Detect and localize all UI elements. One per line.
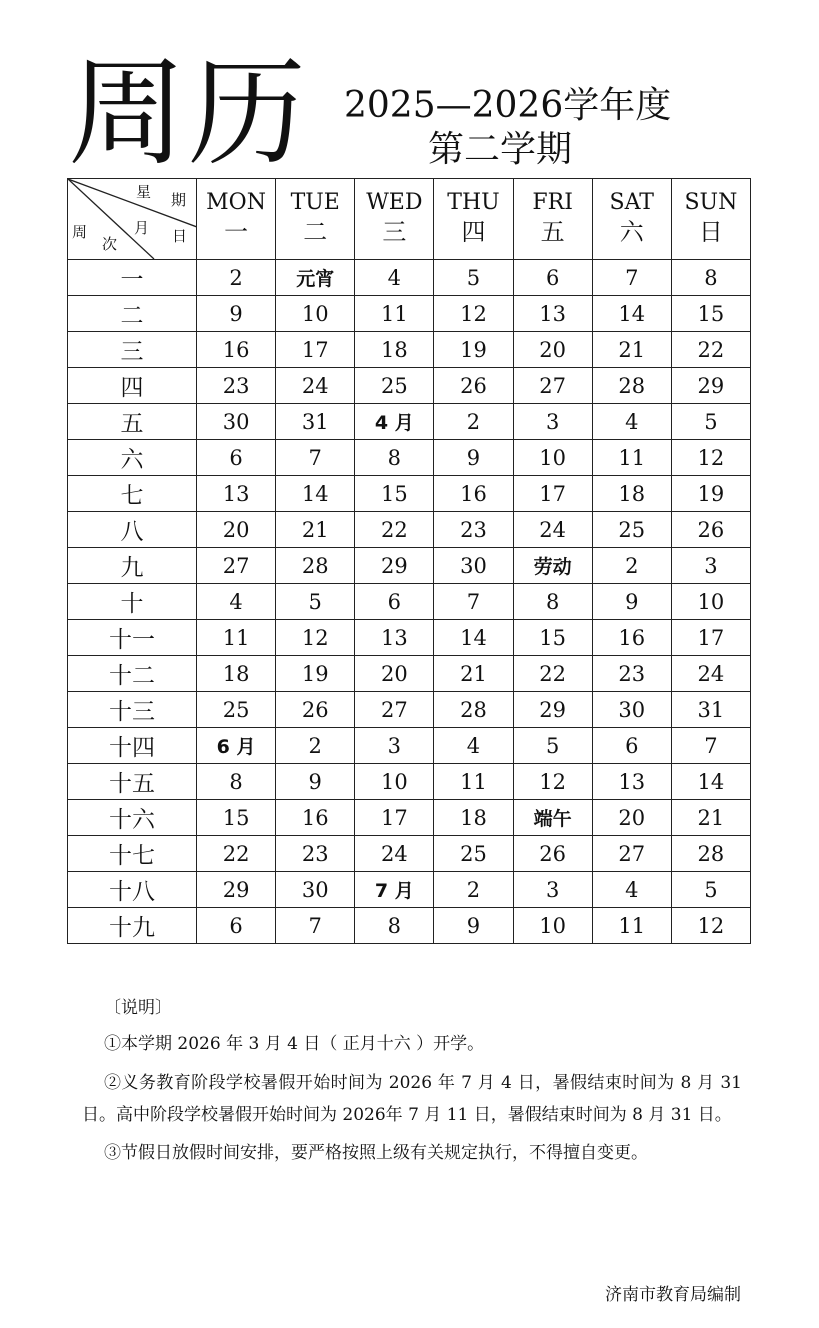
date-cell: 16 — [434, 476, 513, 512]
date-cell: 12 — [276, 620, 355, 656]
week-row — [68, 260, 751, 296]
week-number-cell: 十二 — [68, 656, 197, 692]
day-zh-label: 四 — [461, 217, 486, 246]
date-cell: 14 — [434, 620, 513, 656]
date-cell: 3 — [513, 404, 592, 440]
date-cell: 22 — [671, 332, 750, 368]
day-header-tue — [276, 179, 355, 260]
date-cell: 2 — [434, 872, 513, 908]
date-cell: 25 — [355, 368, 434, 404]
date-cell: 14 — [671, 764, 750, 800]
date-cell: 27 — [513, 368, 592, 404]
date-cell: 10 — [671, 584, 750, 620]
date-cell: 19 — [671, 476, 750, 512]
date-cell: 5 — [434, 260, 513, 296]
week-row — [68, 872, 751, 908]
date-cell: 5 — [671, 872, 750, 908]
week-row — [68, 404, 751, 440]
week-row — [68, 692, 751, 728]
date-cell: 12 — [513, 764, 592, 800]
week-row — [68, 728, 751, 764]
week-row — [68, 512, 751, 548]
date-cell: 4 — [592, 404, 671, 440]
date-cell: 29 — [355, 548, 434, 584]
date-cell: 24 — [355, 836, 434, 872]
date-cell: 7 — [276, 440, 355, 476]
date-cell: 19 — [434, 332, 513, 368]
day-zh-label: 一 — [224, 217, 249, 246]
day-en-label: THU — [447, 190, 500, 216]
date-cell: 劳动 — [513, 548, 592, 584]
term-title: 第二学期 — [428, 129, 573, 170]
date-cell: 8 — [355, 908, 434, 944]
week-number-cell: 六 — [68, 440, 197, 476]
week-row — [68, 440, 751, 476]
date-cell: 17 — [671, 620, 750, 656]
date-cell: 30 — [434, 548, 513, 584]
note-item-2: ②义务教育阶段学校暑假开始时间为 2026 年 7 月 4 日，暑假结束时间为 8 月 31 日。高中阶段学校暑假开始时间为 2026年 7 月 11 日，暑假结束时间为 8 月 31 日。 — [82, 1072, 742, 1125]
date-cell: 7 — [434, 584, 513, 620]
date-cell: 23 — [197, 368, 276, 404]
date-cell: 3 — [513, 872, 592, 908]
date-cell: 20 — [197, 512, 276, 548]
date-cell: 8 — [355, 440, 434, 476]
week-number-cell: 十九 — [68, 908, 197, 944]
date-cell: 30 — [592, 692, 671, 728]
date-cell: 29 — [513, 692, 592, 728]
date-cell: 21 — [671, 800, 750, 836]
week-row — [68, 908, 751, 944]
date-cell: 20 — [592, 800, 671, 836]
week-number-cell: 十四 — [68, 728, 197, 764]
corner-label-yue: 月 — [134, 219, 150, 237]
week-number-cell: 十三 — [68, 692, 197, 728]
week-number-cell: 十 — [68, 584, 197, 620]
date-cell: 10 — [355, 764, 434, 800]
date-cell: 16 — [592, 620, 671, 656]
date-cell: 13 — [592, 764, 671, 800]
date-cell: 2 — [276, 728, 355, 764]
date-cell: 4 — [355, 260, 434, 296]
note-item-1: ①本学期 2026 年 3 月 4 日（ 正月十六 ）开学。 — [104, 1034, 485, 1055]
date-cell: 7 — [671, 728, 750, 764]
date-cell: 21 — [276, 512, 355, 548]
week-number-cell: 二 — [68, 296, 197, 332]
day-header-sat — [592, 179, 671, 260]
date-cell: 25 — [197, 692, 276, 728]
day-header-mon — [197, 179, 276, 260]
weekly-calendar-table — [67, 178, 751, 944]
date-cell: 15 — [671, 296, 750, 332]
school-year-title: 2025—2026学年度 — [344, 85, 672, 126]
week-row — [68, 296, 751, 332]
date-cell: 25 — [434, 836, 513, 872]
date-cell: 21 — [592, 332, 671, 368]
date-cell: 14 — [592, 296, 671, 332]
calendar-header-row — [68, 179, 751, 260]
corner-header-cell — [68, 179, 197, 260]
date-cell: 28 — [434, 692, 513, 728]
notes-heading: 〔说明〕 — [104, 998, 172, 1018]
date-cell: 30 — [197, 404, 276, 440]
date-cell: 6 — [513, 260, 592, 296]
date-cell: 13 — [197, 476, 276, 512]
day-en-label: FRI — [532, 190, 573, 216]
date-cell: 3 — [671, 548, 750, 584]
date-cell: 27 — [592, 836, 671, 872]
date-cell: 16 — [197, 332, 276, 368]
date-cell: 25 — [592, 512, 671, 548]
date-cell: 7 — [276, 908, 355, 944]
issuer-credit: 济南市教育局编制 — [605, 1285, 741, 1305]
date-cell: 17 — [276, 332, 355, 368]
day-zh-label: 六 — [619, 217, 644, 246]
date-cell: 元宵 — [276, 260, 355, 296]
corner-label-ci: 次 — [102, 235, 118, 253]
date-cell: 26 — [671, 512, 750, 548]
day-zh-label: 五 — [540, 217, 565, 246]
note-item-3: ③节假日放假时间安排，要严格按照上级有关规定执行，不得擅自变更。 — [104, 1143, 648, 1164]
corner-label-zhou: 周 — [72, 223, 88, 241]
corner-label-xing: 星 — [136, 183, 152, 201]
date-cell: 26 — [434, 368, 513, 404]
date-cell: 26 — [513, 836, 592, 872]
date-cell: 12 — [434, 296, 513, 332]
date-cell: 30 — [276, 872, 355, 908]
date-cell: 29 — [197, 872, 276, 908]
calendar-body — [68, 260, 751, 944]
date-cell: 23 — [592, 656, 671, 692]
date-cell: 23 — [276, 836, 355, 872]
day-header-sun — [671, 179, 750, 260]
date-cell: 9 — [592, 584, 671, 620]
date-cell: 27 — [355, 692, 434, 728]
date-cell: 13 — [355, 620, 434, 656]
week-row — [68, 656, 751, 692]
week-row — [68, 332, 751, 368]
date-cell: 4 — [592, 872, 671, 908]
date-cell: 19 — [276, 656, 355, 692]
date-cell: 10 — [513, 908, 592, 944]
week-number-cell: 十五 — [68, 764, 197, 800]
day-zh-label: 日 — [698, 217, 723, 246]
date-cell: 28 — [276, 548, 355, 584]
day-header-fri — [513, 179, 592, 260]
week-number-cell: 五 — [68, 404, 197, 440]
week-row — [68, 836, 751, 872]
date-cell: 13 — [513, 296, 592, 332]
week-number-cell: 十八 — [68, 872, 197, 908]
date-cell: 10 — [276, 296, 355, 332]
week-row — [68, 800, 751, 836]
week-number-cell: 一 — [68, 260, 197, 296]
day-zh-label: 三 — [382, 217, 407, 246]
date-cell: 15 — [197, 800, 276, 836]
week-row — [68, 584, 751, 620]
week-row — [68, 368, 751, 404]
day-header-thu — [434, 179, 513, 260]
date-cell: 7 月 — [355, 872, 434, 908]
date-cell: 23 — [434, 512, 513, 548]
date-cell: 18 — [592, 476, 671, 512]
date-cell: 8 — [197, 764, 276, 800]
date-cell: 2 — [592, 548, 671, 584]
date-cell: 29 — [671, 368, 750, 404]
week-number-cell: 九 — [68, 548, 197, 584]
date-cell: 10 — [513, 440, 592, 476]
date-cell: 2 — [434, 404, 513, 440]
date-cell: 22 — [355, 512, 434, 548]
day-en-label: WED — [366, 190, 423, 216]
date-cell: 15 — [355, 476, 434, 512]
day-zh-label: 二 — [303, 217, 328, 246]
week-number-cell: 十七 — [68, 836, 197, 872]
date-cell: 21 — [434, 656, 513, 692]
week-number-cell: 八 — [68, 512, 197, 548]
date-cell: 15 — [513, 620, 592, 656]
date-cell: 8 — [671, 260, 750, 296]
date-cell: 28 — [671, 836, 750, 872]
date-cell: 5 — [671, 404, 750, 440]
date-cell: 12 — [671, 908, 750, 944]
date-cell: 11 — [355, 296, 434, 332]
date-cell: 11 — [592, 908, 671, 944]
day-en-label: MON — [206, 190, 266, 216]
date-cell: 3 — [355, 728, 434, 764]
date-cell: 5 — [513, 728, 592, 764]
date-cell: 22 — [197, 836, 276, 872]
date-cell: 6 — [592, 728, 671, 764]
week-row — [68, 764, 751, 800]
date-cell: 9 — [276, 764, 355, 800]
date-cell: 20 — [355, 656, 434, 692]
corner-label-qi: 期 — [171, 191, 187, 209]
day-en-label: SAT — [609, 190, 654, 216]
week-number-cell: 三 — [68, 332, 197, 368]
date-cell: 4 — [434, 728, 513, 764]
week-number-cell: 十六 — [68, 800, 197, 836]
date-cell: 7 — [592, 260, 671, 296]
date-cell: 24 — [671, 656, 750, 692]
date-cell: 22 — [513, 656, 592, 692]
date-cell: 31 — [276, 404, 355, 440]
page-title: 周历 — [68, 44, 309, 182]
date-cell: 4 月 — [355, 404, 434, 440]
date-cell: 24 — [513, 512, 592, 548]
week-row — [68, 620, 751, 656]
day-en-label: TUE — [290, 190, 340, 216]
day-header-wed — [355, 179, 434, 260]
week-number-cell: 七 — [68, 476, 197, 512]
date-cell: 端午 — [513, 800, 592, 836]
date-cell: 28 — [592, 368, 671, 404]
notes-section — [82, 992, 742, 1175]
date-cell: 4 — [197, 584, 276, 620]
date-cell: 20 — [513, 332, 592, 368]
date-cell: 11 — [592, 440, 671, 476]
date-cell: 9 — [434, 440, 513, 476]
date-cell: 2 — [197, 260, 276, 296]
week-row — [68, 476, 751, 512]
date-cell: 9 — [434, 908, 513, 944]
week-number-cell: 十一 — [68, 620, 197, 656]
date-cell: 8 — [513, 584, 592, 620]
day-en-label: SUN — [684, 190, 738, 216]
date-cell: 17 — [355, 800, 434, 836]
date-cell: 26 — [276, 692, 355, 728]
date-cell: 16 — [276, 800, 355, 836]
date-cell: 18 — [197, 656, 276, 692]
date-cell: 6 — [197, 908, 276, 944]
date-cell: 24 — [276, 368, 355, 404]
date-cell: 11 — [197, 620, 276, 656]
date-cell: 18 — [434, 800, 513, 836]
date-cell: 12 — [671, 440, 750, 476]
date-cell: 9 — [197, 296, 276, 332]
date-cell: 11 — [434, 764, 513, 800]
date-cell: 27 — [197, 548, 276, 584]
date-cell: 14 — [276, 476, 355, 512]
date-cell: 5 — [276, 584, 355, 620]
corner-label-ri: 日 — [172, 227, 188, 245]
date-cell: 17 — [513, 476, 592, 512]
date-cell: 6 — [355, 584, 434, 620]
date-cell: 6 — [197, 440, 276, 476]
date-cell: 31 — [671, 692, 750, 728]
date-cell: 6 月 — [197, 728, 276, 764]
week-row — [68, 548, 751, 584]
date-cell: 18 — [355, 332, 434, 368]
week-number-cell: 四 — [68, 368, 197, 404]
